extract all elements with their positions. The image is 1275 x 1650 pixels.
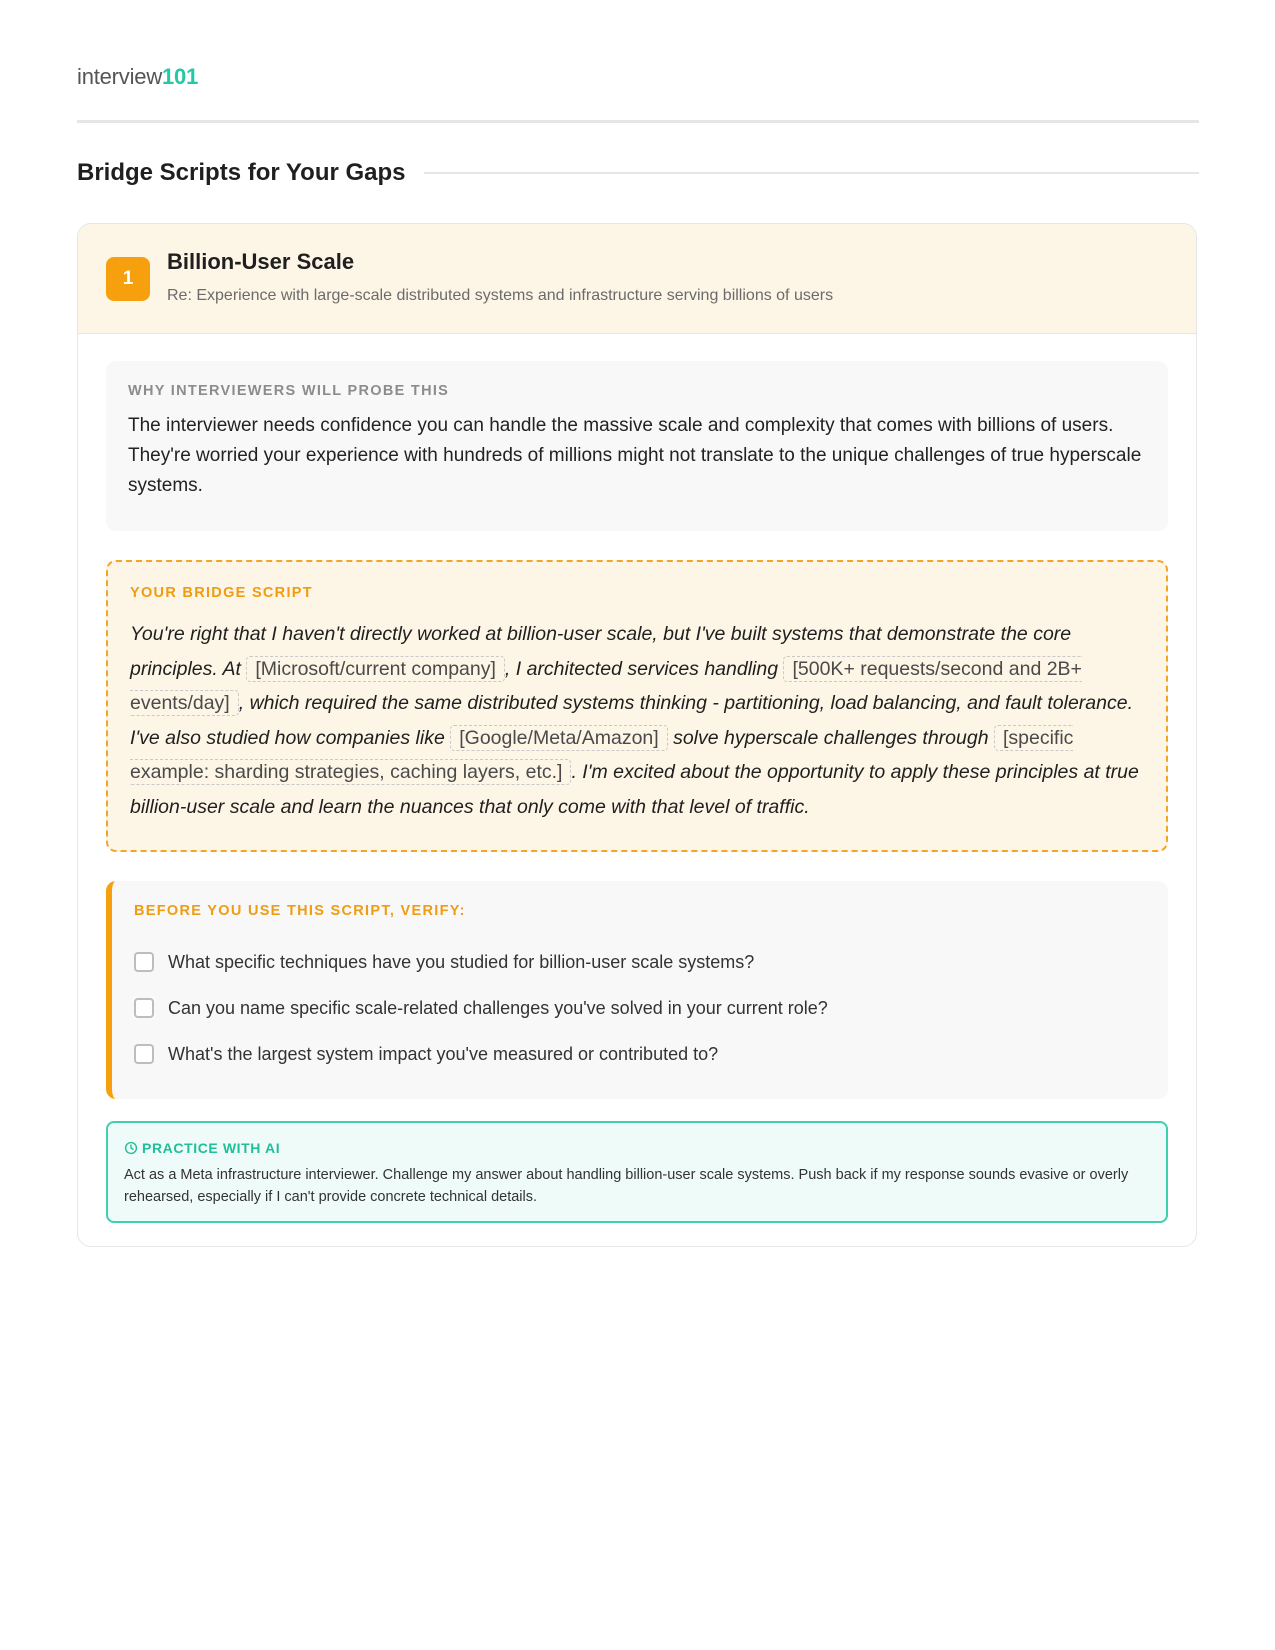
- section-title: Bridge Scripts for Your Gaps: [77, 159, 406, 186]
- checkbox[interactable]: [134, 1044, 154, 1064]
- brand-logo[interactable]: [77, 64, 198, 90]
- script-placeholder[interactable]: [specific example: sharding strategies, caching layers, etc.]: [130, 726, 1074, 783]
- script-placeholder[interactable]: [Microsoft/current company]: [246, 656, 505, 682]
- why-probe-box: [106, 361, 1168, 531]
- verify-list: [134, 939, 1146, 1077]
- card-number-badge: 1: [106, 257, 150, 301]
- card-subtitle: Re: Experience with large-scale distributed systems and infrastructure serving billions of users: [167, 287, 834, 304]
- bridge-script-box: [106, 560, 1168, 852]
- checkbox[interactable]: [134, 952, 154, 972]
- header-divider: [77, 120, 1199, 123]
- verify-item[interactable]: [134, 939, 1146, 985]
- practice-prompt-text: Act as a Meta infrastructure interviewer. Challenge my answer about handling billion-user scale systems. Push back if my response sounds evasive or overly rehearsed, especially if I can't provide concrete technical details.: [124, 1167, 1129, 1205]
- verify-item[interactable]: [134, 985, 1146, 1031]
- section-divider: [424, 172, 1199, 174]
- verify-item-text: Can you name specific scale-related challenges you've solved in your current role?: [168, 997, 828, 1018]
- script-segment: You're right that I haven't directly worked at billion-user scale, but I've built systems that demonstrate the core principles. At: [130, 623, 1072, 680]
- script-segment: . I'm excited about the opportunity to apply these principles at true billion-user scale and learn the nuances that only come with that level of traffic.: [130, 761, 1139, 818]
- gap-card: [77, 223, 1197, 1247]
- checkbox[interactable]: [134, 998, 154, 1018]
- card-title: Billion-User Scale: [167, 249, 355, 274]
- verify-item-text: What specific techniques have you studied for billion-user scale systems?: [168, 951, 755, 972]
- script-segment: , which required the same distributed systems thinking - partitioning, load balancing, and fault tolerance. I've also studied how companies like: [130, 692, 1133, 749]
- why-probe-label: WHY INTERVIEWERS WILL PROBE THIS: [128, 383, 450, 399]
- why-probe-text: The interviewer needs confidence you can handle the massive scale and complexity that comes with billions of users. They're worried your experience with hundreds of millions might not translate to the unique challenges of true hyperscale systems.: [128, 415, 1142, 496]
- practice-title: [124, 1140, 1150, 1156]
- verify-label: BEFORE YOU USE THIS SCRIPT, VERIFY:: [134, 903, 466, 919]
- bridge-script-label: YOUR BRIDGE SCRIPT: [130, 585, 313, 601]
- script-placeholder[interactable]: [Google/Meta/Amazon]: [450, 725, 667, 751]
- section-heading: [77, 159, 1199, 187]
- verify-box: [106, 881, 1168, 1099]
- brand-prefix: interview: [77, 64, 163, 89]
- bridge-script-text: [130, 617, 1144, 824]
- verify-item[interactable]: [134, 1031, 1146, 1077]
- script-segment: solve hyperscale challenges through: [667, 726, 994, 749]
- card-header: [78, 224, 1196, 334]
- clock-icon: [124, 1141, 138, 1155]
- practice-ai-box: [106, 1121, 1168, 1223]
- practice-label: PRACTICE WITH AI: [142, 1140, 281, 1156]
- script-segment: , I architected services handling: [504, 657, 784, 680]
- script-placeholder[interactable]: [500K+ requests/second and 2B+ events/day]: [130, 657, 1082, 714]
- verify-item-text: What's the largest system impact you've measured or contributed to?: [168, 1043, 719, 1064]
- brand-suffix: 101: [162, 64, 199, 89]
